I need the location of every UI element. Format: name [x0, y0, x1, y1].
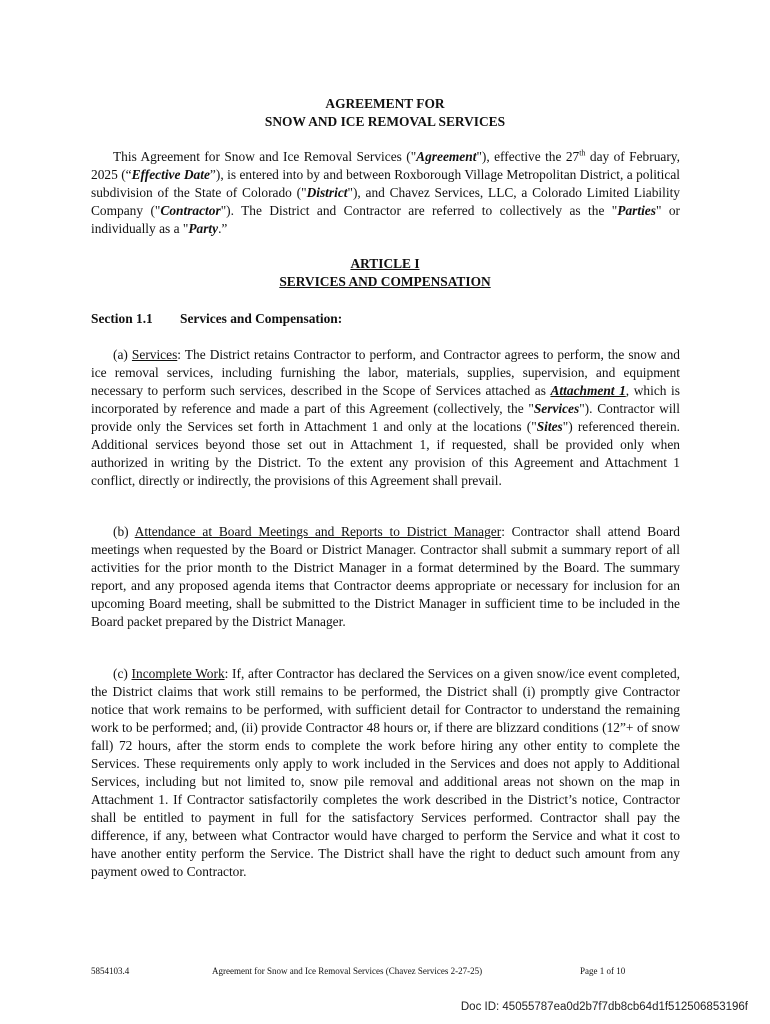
doc-id-stamp: Doc ID: 45055787ea0d2b7f7db8cb64d1f512506853196f	[460, 1001, 748, 1013]
paragraph-a-services: (a) Services: The District retains Contractor to perform, and Contractor agrees to perform, the snow and ice removal services, including furnishing the labor, materials, supplies, supervision, and equipment necessary to perform such services, described in the Scope of Services attached as Attachment 1, which is incorporated by reference and made a part of this Agreement (collectively, the "Services"). Contractor will provide only the Services set forth in Attachment 1 and only at the locations ("Sites") referenced therein. Additional services beyond those set out in Attachment 1, if requested, shall be provided only when authorized in writing by the District. To the extent any provision of this Agreement and Attachment 1 conflict, directly or indirectly, the provisions of this Agreement shall prevail.	[91, 347, 680, 488]
paragraph-c-incomplete-work: (c) Incomplete Work: If, after Contractor has declared the Services on a given snow/ice event completed, the District claims that work still remains to be performed, the District shall (i) promptly give Contractor notice that work remains to be performed, with sufficient detail for Contractor to understand the remaining work to be performed; and, (ii) provide Contractor 48 hours or, if there are blizzard conditions (12”+ of snow fall) 72 hours, after the storm ends to complete the work before hiring any other entity to complete the Services. These requirements only apply to work included in the Services and does not apply to Additional Services, including but not limited to, snow pile removal and additional areas not shown on the map in Attachment 1. If Contractor satisfactorily completes the work described in the District’s notice, Contractor shall be entitled to payment in full for the satisfactory Services performed. Contractor shall pay the difference, if any, between what Contractor would have charged to perform the Service and what it cost to have another entity perform the Service. The District shall have the right to deduct such amount from any payment owed to Contractor.	[91, 666, 680, 879]
term-services: Services	[533, 401, 580, 416]
section-heading	[91, 310, 342, 328]
section-number: Section 1.1	[91, 311, 153, 326]
article-heading: ARTICLE I	[350, 256, 420, 271]
document-title-line2: SNOW AND ICE REMOVAL SERVICES	[264, 114, 506, 129]
paragraph-c-heading: Incomplete Work	[131, 666, 225, 681]
paragraph-b-heading: Attendance at Board Meetings and Reports to District Manager	[134, 524, 502, 539]
paragraph-b-attendance: (b) Attendance at Board Meetings and Reports to District Manager: Contractor shall attend Board meetings when requested by the Board or District Manager. Contractor shall submit a summary report of all activities for the prior month to the District Manager in a format determined by the Board. The summary report, and any proposed agenda items that Contractor deems appropriate or necessary for inclusion for an upcoming Board meeting, shall be submitted to the District Manager in sufficient time to be included in the Board packet prepared by the District Manager.	[91, 524, 680, 629]
term-sites: Sites	[536, 419, 563, 434]
intro-paragraph: This Agreement for Snow and Ice Removal Services ("Agreement"), effective the 27th day of February, 2025 (“Effective Date”), is entered into by and between Roxborough Village Metropolitan District, a political subdivision of the State of Colorado ("District"), and Chavez Services, LLC, a Colorado Limited Liability Company ("Contractor"). The District and Contractor are referred to collectively as the "Parties" or individually as a "Party.”	[91, 148, 681, 236]
document-title-line1: AGREEMENT FOR	[325, 96, 445, 111]
term-parties: Parties	[617, 203, 656, 218]
footer-description: Agreement for Snow and Ice Removal Services (Chavez Services 2-27-25)	[212, 966, 483, 976]
term-party: Party	[188, 221, 219, 236]
article-subheading: SERVICES AND COMPENSATION	[279, 274, 491, 289]
paragraph-a-heading: Services	[131, 347, 178, 362]
term-agreement: Agreement	[416, 149, 477, 164]
footer-doc-number: 5854103.4	[91, 966, 130, 976]
term-effective-date: Effective Date	[131, 167, 210, 182]
term-district: District	[306, 185, 348, 200]
term-attachment-1: Attachment 1	[550, 383, 626, 398]
term-contractor: Contractor	[160, 203, 221, 218]
footer-page-number: Page 1 of 10	[580, 966, 626, 976]
section-title: Services and Compensation:	[180, 311, 343, 326]
